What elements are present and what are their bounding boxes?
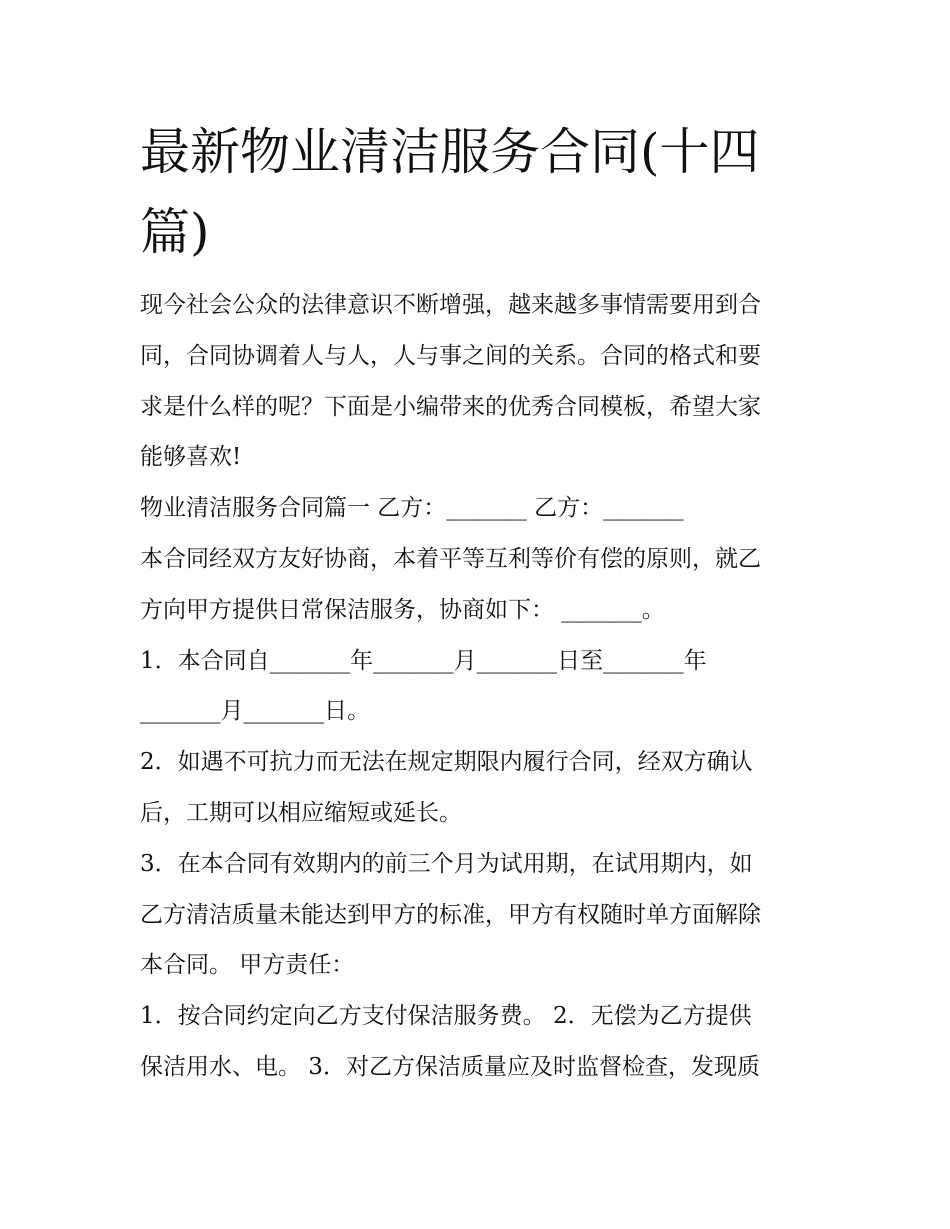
body-line: 同，合同协调着人与人，人与事之间的关系。合同的格式和要 [140,342,761,369]
body-line: 2．如遇不可抗力而无法在规定期限内履行合同，经双方确认 [140,749,753,776]
body-line: 1．本合同自_______年_______月_______日至_______年 [140,647,707,674]
body-line: 求是什么样的呢？下面是小编带来的优秀合同模板，希望大家 [140,393,761,420]
body-line: _______月_______日。 [140,698,370,725]
document-title [140,112,780,272]
body-line: 本合同。 甲方责任： [140,952,355,979]
title-line-1: 最新物业清洁服务合同(十四 [140,123,760,181]
body-line: 现今社会公众的法律意识不断增强，越来越多事情需要用到合 [140,292,761,318]
title-line-2: 篇) [140,203,210,261]
body-line: 1．按合同约定向乙方支付保洁服务费。 2．无偿为乙方提供 [140,1003,752,1030]
body-line: 保洁用水、电。 3．对乙方保洁质量应及时监督检查，发现质 [140,1053,760,1080]
body-line: 后，工期可以相应缩短或延长。 [140,799,462,826]
body-line: 本合同经双方友好协商，本着平等互利等价有偿的原则，就乙 [140,545,761,572]
body-line: 乙方清洁质量未能达到甲方的标准，甲方有权随时单方面解除 [140,901,761,928]
body-line: 方向甲方提供日常保洁服务，协商如下： _______。 [140,596,665,623]
body-line: 物业清洁服务合同篇一 乙方：_______ 乙方：_______ [140,495,684,522]
body-line: 3．在本合同有效期内的前三个月为试用期，在试用期内，如 [140,850,753,877]
body-line: 能够喜欢! [140,444,242,471]
document-body [140,280,820,1093]
